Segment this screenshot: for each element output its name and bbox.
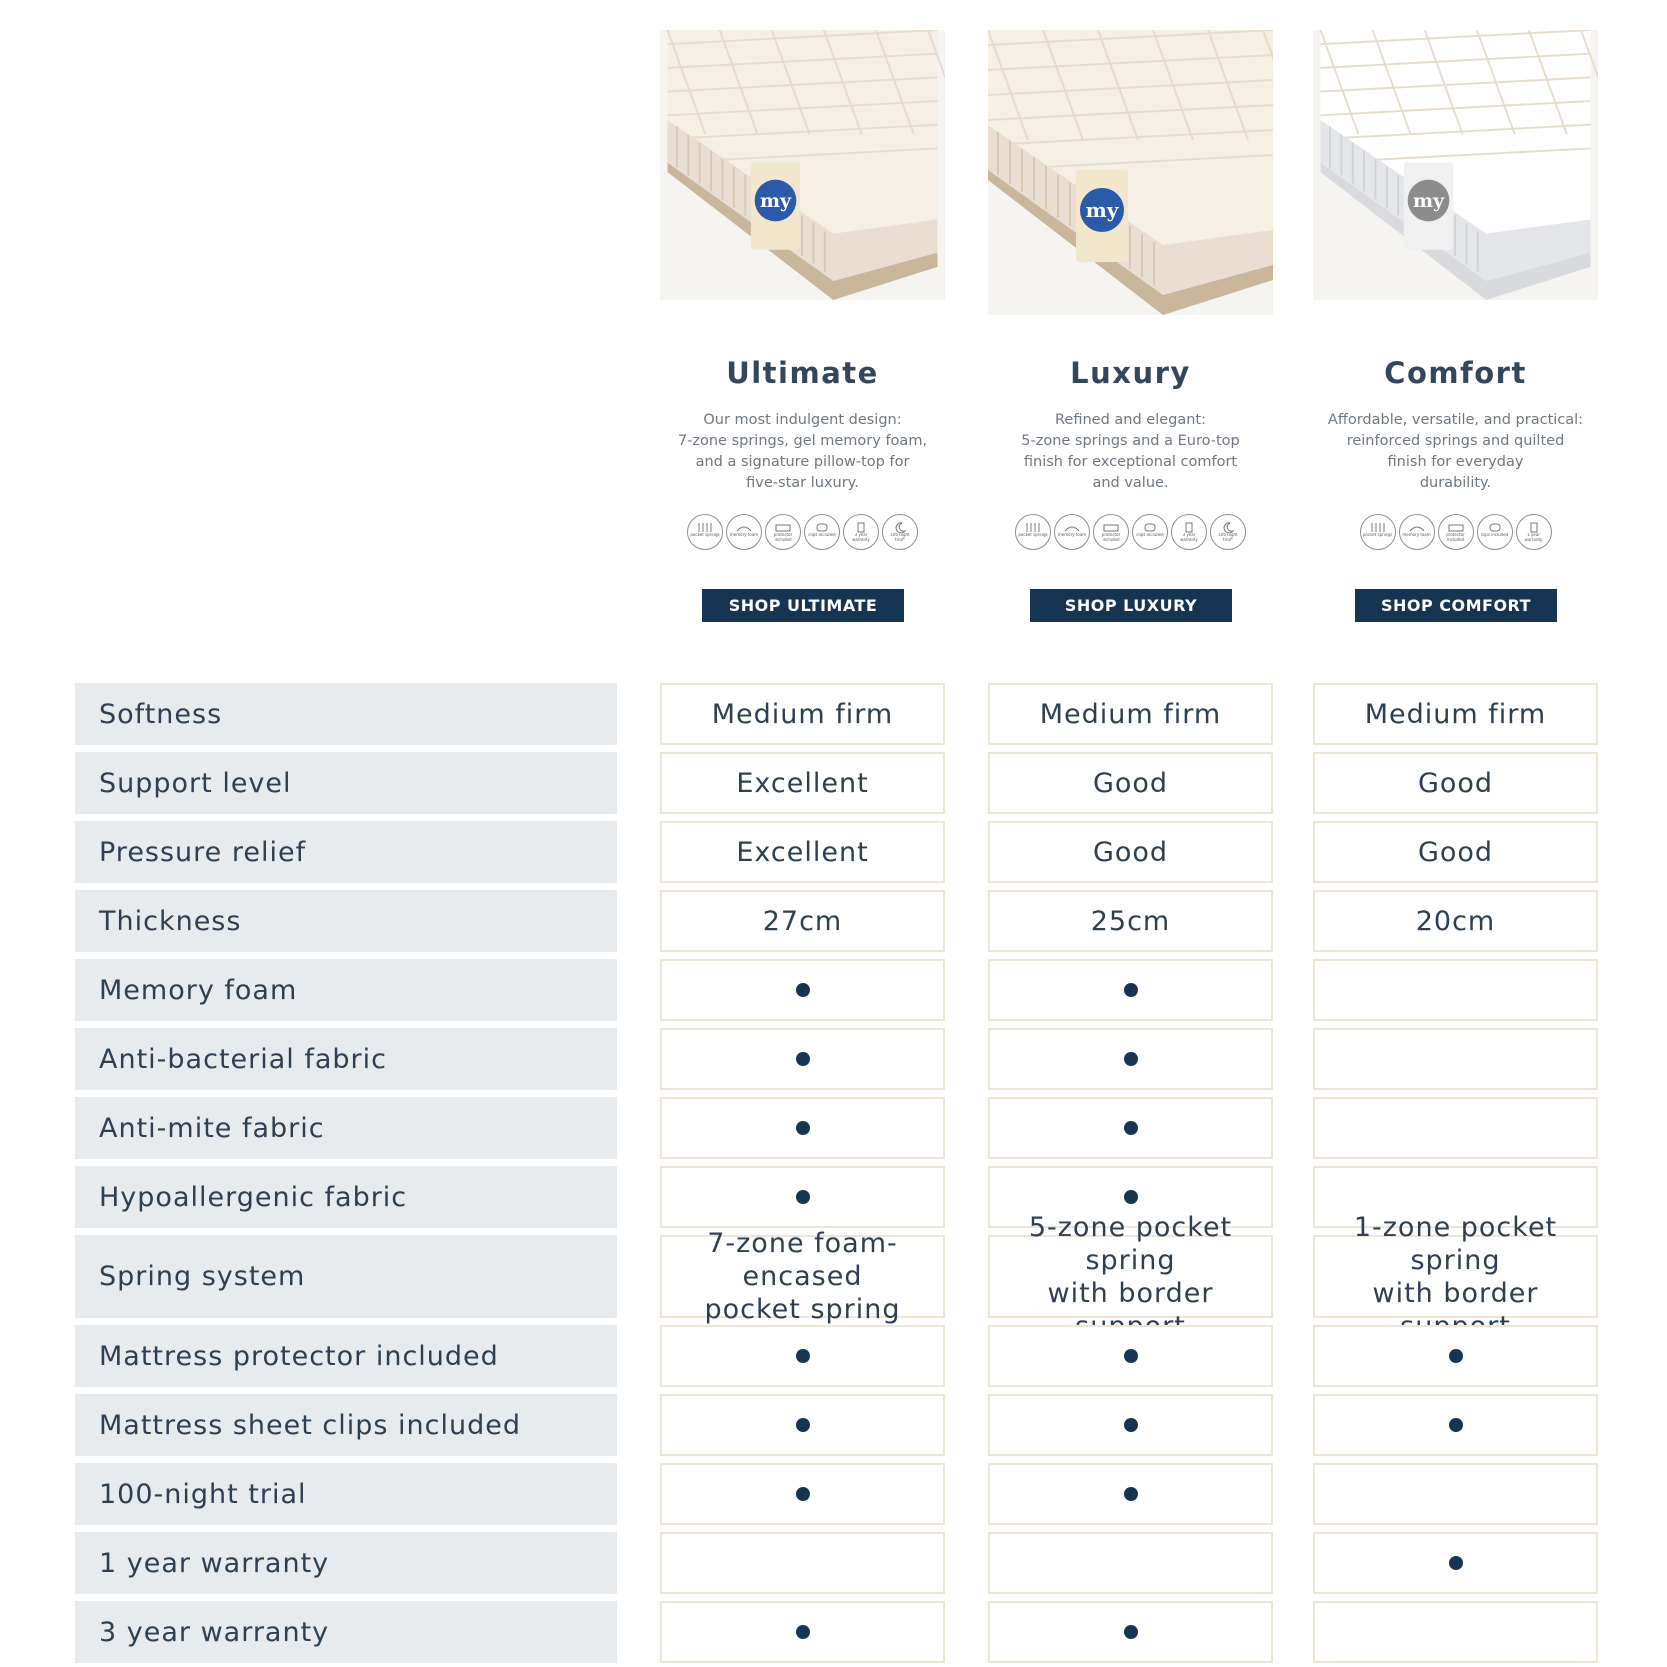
product-title: Comfort	[1384, 356, 1527, 390]
icon-caption: protector included	[1446, 533, 1465, 542]
table-cell	[660, 821, 945, 883]
row-label: Anti-bacterial fabric	[75, 1028, 617, 1090]
table-cell	[660, 1532, 945, 1594]
included-dot-icon	[1124, 1625, 1138, 1639]
product-description	[1283, 410, 1628, 494]
cell-value	[1365, 698, 1546, 731]
cell-value-line: Good	[1092, 836, 1169, 868]
table-cell	[660, 752, 945, 814]
table-cell	[1313, 959, 1598, 1021]
cell-value	[1091, 905, 1171, 938]
description-line: finish for exceptional comfort	[1023, 454, 1238, 470]
cell-value	[1418, 767, 1493, 800]
included-dot-icon	[1124, 1190, 1138, 1204]
icon-caption: 3 year warranty	[1180, 533, 1198, 542]
table-cell	[988, 683, 1273, 745]
icon-caption: memory foam	[1057, 533, 1087, 537]
product-title: Luxury	[1070, 356, 1191, 390]
included-dot-icon	[1124, 1349, 1138, 1363]
cell-value	[1418, 836, 1493, 869]
included-dot-icon	[1124, 983, 1138, 997]
table-cell	[660, 1463, 945, 1525]
table-cell	[988, 1325, 1273, 1387]
table-cell	[1313, 1532, 1598, 1594]
included-dot-icon	[1124, 1121, 1138, 1135]
description-line: reinforced springs and quilted	[1346, 433, 1565, 449]
memory-foam-icon	[1399, 514, 1435, 550]
cell-value-line: Good	[1417, 767, 1494, 799]
row-label: Pressure relief	[75, 821, 617, 883]
cell-value-line: 1-zone pocket spring	[1353, 1211, 1558, 1276]
row-label: Thickness	[75, 890, 617, 952]
product-image-comfort[interactable]	[1313, 30, 1598, 300]
brand-logo-text: my	[1085, 198, 1119, 222]
cell-value	[662, 1227, 943, 1326]
included-dot-icon	[796, 1487, 810, 1501]
table-cell	[988, 821, 1273, 883]
icon-caption: clips included	[1136, 533, 1164, 537]
included-dot-icon	[796, 1625, 810, 1639]
table-cell	[988, 959, 1273, 1021]
icon-caption: 100 night trial*	[890, 533, 910, 542]
table-cell	[660, 959, 945, 1021]
product-image-luxury[interactable]	[988, 30, 1273, 315]
included-dot-icon	[1124, 1418, 1138, 1432]
row-label: Memory foam	[75, 959, 617, 1021]
table-cell	[1313, 752, 1598, 814]
table-cell	[660, 683, 945, 745]
table-cell	[1313, 890, 1598, 952]
trial-moon-icon	[882, 514, 918, 550]
row-label: Mattress protector included	[75, 1325, 617, 1387]
cell-value	[712, 698, 893, 731]
feature-icons	[1293, 514, 1618, 550]
pocket-springs-icon	[1360, 514, 1396, 550]
protector-icon	[765, 514, 801, 550]
cell-value	[990, 1211, 1271, 1343]
table-cell	[1313, 1097, 1598, 1159]
cell-value	[1416, 905, 1496, 938]
clips-icon	[1132, 514, 1168, 550]
table-cell	[988, 1394, 1273, 1456]
cell-value-line: Good	[1417, 836, 1494, 868]
included-dot-icon	[796, 1418, 810, 1432]
icon-caption: clips included	[808, 533, 836, 537]
table-cell	[988, 1097, 1273, 1159]
pocket-springs-icon	[687, 514, 723, 550]
cell-value-line: Excellent	[736, 836, 869, 868]
cell-value-line: 5-zone pocket spring	[1028, 1211, 1233, 1276]
table-cell	[988, 1211, 1273, 1318]
row-label: Spring system	[75, 1235, 617, 1318]
description-line: Our most indulgent design:	[703, 412, 902, 428]
included-dot-icon	[1449, 1418, 1463, 1432]
icon-caption: pocket springs	[1018, 533, 1048, 537]
protector-icon	[1093, 514, 1129, 550]
feature-icons	[640, 514, 965, 550]
table-cell	[660, 1166, 945, 1228]
cell-value-line: Excellent	[736, 767, 869, 799]
cell-value-line: Good	[1092, 767, 1169, 799]
included-dot-icon	[1449, 1349, 1463, 1363]
cell-value	[736, 836, 868, 869]
cell-value-line: pocket spring	[704, 1294, 901, 1325]
table-cell	[1313, 683, 1598, 745]
included-dot-icon	[796, 1121, 810, 1135]
icon-caption: memory foam	[1402, 533, 1431, 537]
description-line: 7-zone springs, gel memory foam,	[677, 433, 928, 449]
row-label: 100-night trial	[75, 1463, 617, 1525]
cell-value	[736, 767, 868, 800]
brand-logo-text: my	[759, 190, 792, 213]
table-cell	[1313, 1211, 1598, 1318]
table-cell	[988, 1532, 1273, 1594]
shop-ultimate-button[interactable]: SHOP ULTIMATE	[702, 589, 904, 622]
table-cell	[988, 1028, 1273, 1090]
included-dot-icon	[1449, 1556, 1463, 1570]
description-line: and a signature pillow-top for	[695, 454, 910, 470]
cell-value	[1040, 698, 1221, 731]
cell-value-line: with border	[1047, 1277, 1214, 1309]
table-cell	[660, 1028, 945, 1090]
table-cell	[660, 1325, 945, 1387]
memory-foam-icon	[1054, 514, 1090, 550]
row-label: Hypoallergenic fabric	[75, 1166, 617, 1228]
protector-icon	[1438, 514, 1474, 550]
table-cell	[1313, 1394, 1598, 1456]
table-cell	[1313, 1325, 1598, 1387]
included-dot-icon	[796, 1052, 810, 1066]
table-cell	[1313, 1601, 1598, 1663]
icon-caption: protector included	[1101, 533, 1121, 542]
cell-value-line: 20cm	[1415, 905, 1496, 937]
row-label: 3 year warranty	[75, 1601, 617, 1663]
table-cell	[1313, 821, 1598, 883]
row-label: Softness	[75, 683, 617, 745]
product-image-ultimate[interactable]	[660, 30, 945, 300]
shop-comfort-button[interactable]: SHOP COMFORT	[1355, 589, 1557, 622]
description-line: 5-zone springs and a Euro-top	[1021, 433, 1240, 449]
shop-luxury-button[interactable]: SHOP LUXURY	[1030, 589, 1232, 622]
cell-value	[1093, 767, 1168, 800]
cell-value-line: Medium firm	[711, 698, 894, 730]
cell-value-line: with border	[1372, 1277, 1539, 1309]
table-cell	[660, 1601, 945, 1663]
cell-value	[1093, 836, 1168, 869]
description-line: finish for everyday	[1387, 454, 1524, 470]
included-dot-icon	[796, 1190, 810, 1204]
description-line: Refined and elegant:	[1054, 412, 1206, 428]
description-line: and value.	[1092, 475, 1169, 491]
product-title: Ultimate	[726, 356, 879, 390]
icon-caption: pocket springs	[690, 533, 720, 537]
included-dot-icon	[1124, 1052, 1138, 1066]
clips-icon	[1477, 514, 1513, 550]
trial-moon-icon	[1210, 514, 1246, 550]
row-label: Anti-mite fabric	[75, 1097, 617, 1159]
table-cell	[660, 1228, 945, 1325]
included-dot-icon	[796, 1349, 810, 1363]
brand-logo-text: my	[1412, 190, 1445, 213]
product-description	[630, 410, 975, 494]
memory-foam-icon	[726, 514, 762, 550]
icon-caption: 1 year warranty	[1524, 533, 1543, 542]
cell-value-line: 25cm	[1090, 905, 1171, 937]
icon-caption: protector included	[773, 533, 793, 542]
row-label: Mattress sheet clips included	[75, 1394, 617, 1456]
icon-caption: 100 night trial*	[1218, 533, 1238, 542]
product-description	[958, 410, 1303, 494]
table-cell	[988, 1463, 1273, 1525]
description-line: Affordable, versatile, and practical:	[1327, 412, 1584, 428]
table-cell	[660, 890, 945, 952]
clips-icon	[804, 514, 840, 550]
icon-caption: memory foam	[729, 533, 759, 537]
cell-value-line: Medium firm	[1039, 698, 1222, 730]
pocket-springs-icon	[1015, 514, 1051, 550]
icon-caption: clips included	[1480, 533, 1509, 537]
description-line: durability.	[1419, 475, 1492, 491]
table-cell	[660, 1394, 945, 1456]
warranty-icon	[843, 514, 879, 550]
table-cell	[660, 1097, 945, 1159]
feature-icons	[968, 514, 1293, 550]
row-label: 1 year warranty	[75, 1532, 617, 1594]
included-dot-icon	[796, 983, 810, 997]
icon-caption: pocket springs	[1362, 533, 1393, 537]
warranty-icon	[1171, 514, 1207, 550]
description-line: five-star luxury.	[746, 475, 859, 491]
cell-value	[1315, 1211, 1596, 1343]
table-cell	[1313, 1028, 1598, 1090]
cell-value	[763, 905, 843, 938]
table-cell	[988, 1601, 1273, 1663]
cell-value-line: Medium firm	[1364, 698, 1547, 730]
warranty-icon	[1516, 514, 1552, 550]
included-dot-icon	[1124, 1487, 1138, 1501]
table-cell	[988, 890, 1273, 952]
table-cell	[988, 752, 1273, 814]
icon-caption: 3 year warranty	[852, 533, 870, 542]
cell-value-line: 27cm	[762, 905, 843, 937]
cell-value-line: 7-zone foam-encased	[707, 1228, 898, 1292]
row-label: Support level	[75, 752, 617, 814]
table-cell	[1313, 1463, 1598, 1525]
